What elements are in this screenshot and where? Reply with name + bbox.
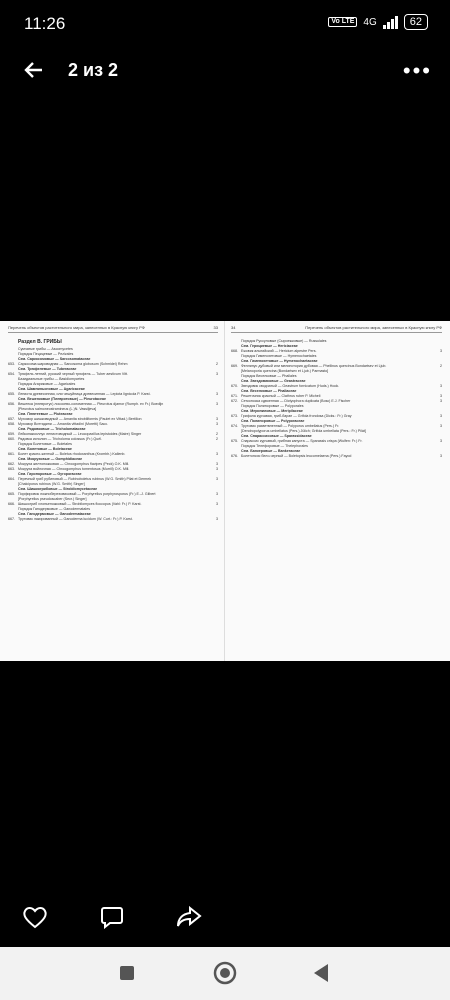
item-text: [Chalciporus rubinus (W.G. Smith) Singer]	[18, 482, 85, 486]
item-number: 665.	[8, 492, 15, 496]
item-text: Порядок Пецицевые — Pezizales	[18, 352, 74, 356]
item-category: 3	[216, 477, 218, 481]
item-number: 671.	[231, 394, 238, 398]
item-number: 655.	[8, 392, 15, 396]
page-header	[8, 325, 218, 333]
action-bar	[0, 905, 450, 945]
item-category: 3	[440, 399, 442, 403]
status-bar	[0, 0, 450, 48]
page-header-title: Перечень объектов растительного мира, занесенных в Красную книгу РФ	[8, 325, 145, 330]
item-category: 2	[216, 437, 218, 441]
page-number: 34	[231, 325, 236, 330]
triangle-icon[interactable]	[312, 963, 330, 988]
item-number: 656.	[8, 402, 15, 406]
item-category: 3	[216, 517, 218, 521]
item-number: 664.	[8, 477, 15, 481]
item-text: Сем. Гименохетовые — Hymenochaetaceae	[241, 359, 318, 363]
item-text: Сем. Шишкогрибовые — Strobilomycetaceae	[18, 487, 98, 491]
item-text: Сем. Трюфелевые — Tuberaceae	[18, 367, 77, 371]
item-category: 3	[440, 439, 442, 443]
item-text: Порядок Руссуловые (Сыроежковые) — Russulales	[241, 339, 327, 343]
item-text: Сем. Мерипиловые — Meripilaceae	[241, 409, 303, 413]
list-left	[8, 339, 218, 522]
square-icon[interactable]	[119, 965, 135, 986]
item-category: 3	[440, 384, 442, 388]
item-text: Сем. Банкеровые — Bankeraceae	[241, 449, 301, 453]
item-number: 667.	[8, 517, 15, 521]
item-category: 3	[216, 422, 218, 426]
item-number: 657.	[8, 417, 15, 421]
status-time: 11:26	[24, 14, 66, 33]
item-text: Болетопсис бело-черный — Boletopsis leucomelaena (Pers.) Fayod	[241, 454, 352, 458]
item-number: 672.	[231, 399, 238, 403]
heart-icon[interactable]	[22, 905, 48, 934]
item-text: Порядок Ганодермовые — Ganodermatales	[18, 507, 91, 511]
list-right	[231, 339, 442, 459]
item-text: Порядок Гименохетовые — Hymenochaetales	[241, 354, 317, 358]
item-category: 3	[216, 372, 218, 376]
item-number: 666.	[8, 502, 15, 506]
page-right	[225, 321, 450, 661]
system-navigation-bar	[0, 947, 450, 1000]
item-number: 675.	[231, 439, 238, 443]
item-text: Сем. Рядовковые — Tricholomataceae	[18, 427, 86, 431]
item-number: 663.	[8, 467, 15, 471]
item-text: Сем. Веселковые — Phallaceae	[241, 389, 297, 393]
item-category: 3	[440, 414, 442, 418]
item-text: Базидиальные грибы — Basidiomycetes	[18, 377, 85, 381]
item-category: 3	[216, 502, 218, 506]
item-text: Болет красно-желтый — Boletus rhodoxanthus (Krombh.) Kallenb.	[18, 452, 126, 456]
item-number: 674.	[231, 424, 238, 428]
item-number: 661.	[8, 452, 15, 456]
item-text: Сем. Саркосомовые — Sarcosomataceae	[18, 357, 91, 361]
item-text: Порядок Полипоровые — Polyporales	[241, 404, 304, 408]
item-category: 3	[216, 467, 218, 471]
item-number: 669.	[231, 364, 238, 368]
item-text: Лепиота древесинная, или чешуйница древесинная — Lepiota lignicola P. Karst.	[18, 392, 151, 396]
page-counter: 2 из 2	[68, 60, 119, 80]
item-text: Саркосома шаровидная — Sarcosoma globosum (Schmidel) Rehm	[18, 362, 128, 366]
item-text: Трюфель летний, русский черный трюфель — Tuber aestivum Vitt.	[18, 372, 128, 376]
item-number: 673.	[231, 414, 238, 418]
item-text: [Porphyrellus pseudoscaber (Secr.) Singer]	[18, 497, 87, 501]
item-text: Звездовик сводчатый — Geastrum fornicatum (Huds.) Hook.	[241, 384, 340, 388]
battery-icon: 62	[404, 14, 428, 30]
status-icons	[328, 14, 428, 30]
page-left	[0, 321, 225, 661]
item-text: Мокруха войлочная — Chroogomphus tomentosus (Murrill) O.K. Mill.	[18, 467, 130, 471]
item-text: Сем. Плютеевые — Pluteaceae	[18, 412, 73, 416]
volte-icon: Vo LTE	[328, 17, 357, 27]
item-category: 2	[216, 432, 218, 436]
item-text: Спарассис курчавый, грибная капуста — Sparassis crispa (Wulfen: Fr.) Fr.	[241, 439, 363, 443]
item-number: 658.	[8, 422, 15, 426]
item-text: Сем. Болетовые — Boletaceae	[18, 447, 72, 451]
item-number: 659.	[8, 432, 15, 436]
item-text: Порядок Агариковые — Agaricales	[18, 382, 76, 386]
item-text: Сем. Герициевые — Hericiaceae	[241, 344, 298, 348]
item-category: 3	[440, 349, 442, 353]
item-number: 660.	[8, 437, 15, 441]
item-category: 3	[216, 452, 218, 456]
comment-icon[interactable]	[100, 905, 124, 934]
item-category: 3	[216, 462, 218, 466]
item-category: 3	[216, 402, 218, 406]
item-number: 676.	[231, 454, 238, 458]
item-text: Сем. Спарассисовые — Sparassidaceae	[241, 434, 312, 438]
item-category: 3	[440, 454, 442, 458]
item-text: Ежовик альпийский — Hericium alpestre Pers.	[241, 349, 317, 353]
item-text: Сем. Ганодермовые — Ganodermataceae	[18, 512, 91, 516]
item-category: 3	[440, 394, 442, 398]
item-text: Грифола курчавая, гриб-баран — Grifola frondosa (Dicks.: Fr.) Gray	[241, 414, 352, 418]
item-text: Трутовик лакированный — Ganoderma lucidum (W. Curt.: Fr.) P. Karst.	[18, 517, 133, 521]
item-text: Трутовик разветвленный — Polyporus umbellatus (Pers.) Fr.	[241, 424, 340, 428]
item-text: Сем. Полипоровые — Polyporaceae	[241, 419, 305, 423]
share-icon[interactable]	[176, 905, 202, 934]
item-number: 653.	[8, 362, 15, 366]
item-category: 3	[440, 424, 442, 428]
item-text: Порядок Веселковые — Phallales	[241, 374, 297, 378]
item-text: Феллинус дубовый или мелинотория дубовая — Phellinus quercinus Bondartsev et Ljub.	[241, 364, 387, 368]
item-text: Перечный гриб рубиновый — Rubinoboletus rubinus (W.G. Smith) Pilat et Dermek	[18, 477, 152, 481]
item-number: 654.	[8, 372, 15, 376]
item-text: Рядовка исполин — Tricholoma colossus (Fr.) Quél.	[18, 437, 103, 441]
item-text: Сетконоска сдвоенная — Dictyophora duplicata (Bosc) E.J. Fischer	[241, 399, 351, 403]
item-text: Порядок Телефоровые — Thelephorales	[241, 444, 308, 448]
item-text: Сумчатые грибы — Ascomycetes	[18, 347, 73, 351]
list-item	[231, 454, 442, 459]
item-text: [Dendropolyporus umbellatus (Pers.) Jülich; Grifola umbellata (Pers.: Fr.) Pilát]	[241, 429, 366, 433]
item-text: Мухомор шишковидный — Amanita strobiliformis (Paulet ex Vittad.) Bertillon	[18, 417, 142, 421]
page-number: 33	[213, 325, 218, 330]
document-image[interactable]	[0, 321, 450, 661]
network-type: 4G	[363, 16, 377, 28]
item-text: Порфировик ложнобереэовиковый — Porphyrellus porphyrosporus (Fr.) E.-J. Gilbert	[18, 492, 156, 496]
item-text: Сем. Вешенковые (Плевротовые) — Pleurotaceae	[18, 397, 107, 401]
item-number: 670.	[231, 384, 238, 388]
back-arrow-icon[interactable]	[22, 58, 46, 87]
item-category: 3	[216, 492, 218, 496]
item-text: Сем. Гиропоровые — Gyroporaceae	[18, 472, 82, 476]
list-item	[8, 517, 218, 522]
item-category: 3	[216, 392, 218, 396]
section-title: Раздел В. ГРИБЫ	[18, 339, 62, 345]
item-category: 3	[216, 417, 218, 421]
more-options-icon[interactable]: •••	[402, 58, 432, 83]
item-text: Сем. Звездовиковые — Geastraceae	[241, 379, 306, 383]
item-category: 2	[216, 362, 218, 366]
item-text: Лейкопаксиллус лепистовидный — Leucopaxillus lepistoides (Maire) Singer	[18, 432, 142, 436]
circle-icon[interactable]	[213, 961, 237, 990]
item-number: 668.	[231, 349, 238, 353]
item-number: 662.	[8, 462, 15, 466]
item-text: Вешенка (плевротус) лососево-соломенная — Pleurotus djamor (Rumph. ex Fr.) Boedijn	[18, 402, 164, 406]
item-text: Мухомор Виттадини — Amanita vittadini (Moretti) Sacc.	[18, 422, 109, 426]
item-text: Порядок Болетовые — Boletales	[18, 442, 72, 446]
item-category: 2	[440, 364, 442, 368]
item-text: Решеточник красный — Clathrus ruber P. Micheli	[241, 394, 321, 398]
signal-icon	[383, 16, 398, 29]
page-header-title: Перечень объектов растительного мира, занесенных в Красную книгу РФ	[305, 325, 442, 330]
item-text: Сем. Шампиньоновые — Agaricaceae	[18, 387, 85, 391]
viewer-toolbar	[0, 48, 450, 94]
item-text: Сем. Мокруховые — Gomphidiaceae	[18, 457, 83, 461]
item-text: [Pleurotus salmoneostramineus (L.)N. Vassiljeva]	[18, 407, 97, 411]
item-text: Мокруха желтоножковая — Chroogomphus flavipes (Peck) O.K. Mill.	[18, 462, 130, 466]
page-header	[231, 325, 442, 333]
item-text: [Melanoporia quercina (Bondartsev et Ljub.) Parmasto]	[241, 369, 329, 373]
item-text: Шишкогриб хлопьеножковый — Strobilomyces floccopus (Vahl: Fr.) P. Karst.	[18, 502, 142, 506]
